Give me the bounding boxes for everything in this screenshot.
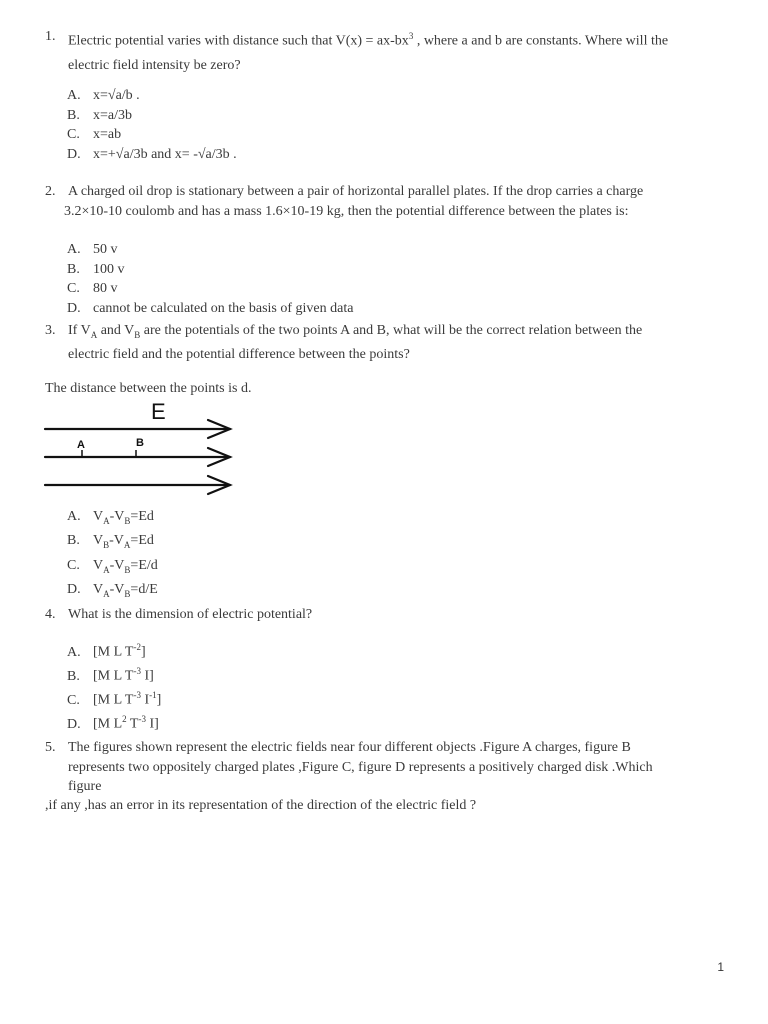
question-1-options	[67, 86, 237, 164]
question-text-continued: represents two oppositely charged plates ,Figure C, figure D represents a positively charged disk .Which	[68, 759, 653, 775]
question-text-continued: figure	[68, 779, 102, 794]
question-2	[45, 182, 735, 221]
question-3-options	[67, 507, 158, 604]
option-d: D. $V_A-V_B=d/E$	[67, 581, 158, 599]
field-label-e: E	[151, 399, 166, 424]
option-b: B. 100 v	[67, 261, 125, 277]
electric-field-figure	[40, 395, 240, 500]
option-a: A. 50 v	[67, 242, 118, 257]
question-5-text-end: ,if any ,has an error in its representation of the direction of the electric field ?	[45, 798, 477, 813]
option-c: C. x=ab	[67, 127, 122, 142]
option-c: C. $V_A-V_B=E/d$	[67, 557, 158, 575]
option-b: B. [M L $T^{-3}$ I]	[67, 666, 154, 684]
question-text: Electric potential varies with distance such that $V(x) = ax-bx^3$ , where a and b are constants. Where will the	[68, 31, 669, 49]
question-4-options	[67, 638, 161, 735]
question-5	[45, 738, 735, 797]
question-number: 3.	[45, 323, 56, 338]
subscript: B	[134, 329, 141, 340]
question-4	[45, 605, 735, 625]
question-text: A charged oil drop is stationary between a pair of horizontal parallel plates. If the drop carries a charge	[68, 184, 644, 199]
question-text-continued: electric field and the potential difference between the points?	[68, 347, 410, 363]
option-c: C. 80 v	[67, 281, 118, 296]
option-c: C. [M L $T^{-3}$ $I^{-1}$]	[67, 690, 162, 708]
question-text: The figures shown represent the electric fields near four different objects .Figure A charges, figure B	[68, 740, 631, 755]
question-number: 1.	[45, 29, 56, 44]
option-a: A. x=√a/b .	[67, 88, 140, 103]
option-d: D. [M $L^2$ $T^{-3}$ I]	[67, 714, 159, 733]
question-text-continued: electric field intensity be zero?	[68, 58, 241, 74]
question-text-continued: 3.2×10-10 coulomb and has a mass 1.6×10-19 kg, then the potential difference between the plates is:	[64, 203, 629, 219]
option-a: A. $V_A-V_B=Ed$	[67, 509, 154, 526]
question-3	[45, 321, 735, 365]
distance-note: The distance between the points is d.	[45, 381, 252, 396]
option-b: B. x=a/3b	[67, 107, 132, 123]
question-text: What is the dimension of electric potential?	[68, 607, 313, 622]
subscript: A	[90, 329, 98, 340]
question-number: 5.	[45, 740, 56, 755]
point-a-label: A	[77, 439, 85, 451]
option-a: A. [M L $T^{-2}$]	[67, 642, 146, 660]
question-number: 2.	[45, 184, 56, 199]
question-1	[45, 27, 735, 76]
option-b: B. $V_B-V_A=Ed$	[67, 533, 154, 551]
question-number: 4.	[45, 607, 56, 622]
superscript: 3	[408, 31, 414, 41]
option-d: D. x=+√a/3b and x= -√a/3b .	[67, 146, 237, 162]
point-b-label: B	[136, 437, 144, 449]
page-number: 1	[717, 960, 724, 974]
question-2-options	[67, 240, 353, 318]
option-d: D. cannot be calculated on the basis of given data	[67, 300, 354, 316]
question-text: If $V_A$ and $V_B$ are the potentials of the two points A and B, what will be the correct relation between the	[68, 323, 643, 340]
